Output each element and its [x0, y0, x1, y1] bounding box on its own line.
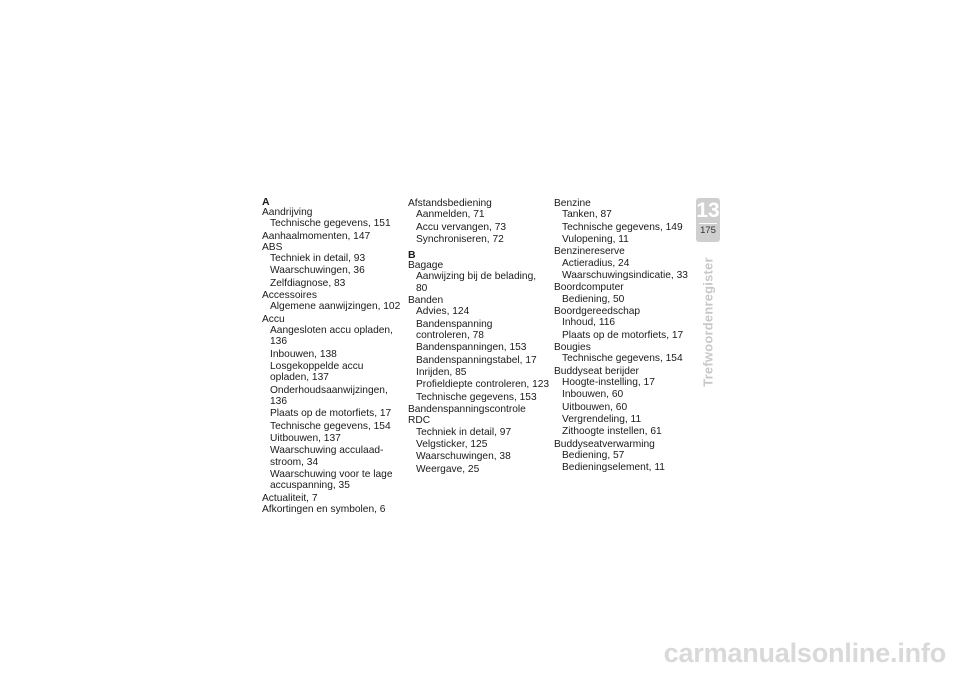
index-subentry: Weergave, 25 — [416, 463, 480, 475]
chapter-tab-divider — [699, 223, 717, 224]
index-subentry: Waarschuwingsindicatie, 33 — [562, 269, 688, 281]
index-letter-heading: B — [408, 249, 416, 262]
index-term: Benzine — [554, 198, 591, 209]
page-number: 175 — [700, 225, 716, 236]
index-subentry — [262, 361, 404, 383]
index-term: Boordgereedschap — [554, 305, 641, 317]
index-subentry: Hoogte-instelling, 17 — [562, 376, 655, 388]
index-subentry: Onderhoudsaanwijzingen, 136 — [270, 384, 388, 407]
index-column-3 — [554, 198, 696, 475]
chapter-number: 13 — [696, 199, 720, 222]
index-subentry-line: Waarschuwing voor te lage — [270, 468, 393, 480]
index-term: Bagage — [408, 260, 444, 272]
index-subentry: Aanmelden, 71 — [416, 209, 485, 221]
index-subentry: Plaats op de motorfiets, 17 — [270, 408, 392, 420]
index-subentry-line: controleren, 78 — [416, 329, 484, 341]
index-subentry: Actieradius, 24 — [562, 257, 630, 269]
index-subentry: Technische gegevens, 151 — [270, 218, 391, 230]
index-subentry: Profieldiepte controleren, 123 — [416, 379, 550, 391]
index-term: Accu — [262, 313, 285, 325]
index-term: Afkortingen en symbolen, 6 — [262, 503, 386, 515]
index-subentry: Technische gegevens, 149 — [562, 221, 683, 233]
index-subentry — [262, 469, 404, 491]
index-term: ABS — [262, 241, 283, 253]
index-subentry: Aangesloten accu opladen, 136 — [270, 324, 393, 348]
index-letter-heading: A — [262, 196, 270, 208]
index-subentry: Uitbouwen, 137 — [270, 432, 341, 444]
index-subentry-line: accuspanning, 35 — [270, 480, 350, 492]
index-term: Aandrijving — [262, 207, 313, 218]
index-subentry: Synchroniseren, 72 — [416, 233, 504, 245]
index-subentry: Tanken, 87 — [562, 209, 612, 221]
index-subentry: Inbouwen, 138 — [270, 348, 337, 360]
index-column-2 — [408, 198, 550, 476]
index-subentry: Technische gegevens, 154 — [270, 420, 391, 432]
index-term: Buddyseat berijder — [554, 365, 639, 377]
index-subentry: Zelfdiagnose, 83 — [270, 277, 346, 289]
index-subentry: Accu vervangen, 73 — [416, 221, 507, 233]
index-term: Aanhaalmomenten, 147 — [262, 230, 371, 242]
index-subentry: Techniek in detail, 93 — [270, 253, 366, 264]
index-term: Bandenspanningscontrole RDC — [408, 404, 526, 427]
index-term: Benzinereserve — [554, 246, 625, 258]
index-term: Buddyseatverwarming — [554, 438, 655, 450]
index-subentry-line: Losgekoppelde accu — [270, 360, 364, 372]
index-subentry: Bandenspanningstabel, 17 — [416, 354, 537, 366]
index-subentry: Zithoogte instellen, 61 — [562, 426, 662, 438]
index-term: Accessoires — [262, 290, 317, 302]
index-subentry-line: stroom, 34 — [270, 456, 319, 468]
index-subentry: Inrijden, 85 — [416, 366, 467, 378]
index-subentry: Waarschuwingen, 38 — [416, 451, 511, 463]
index-subentry: Waarschuwingen, 36 — [270, 265, 365, 277]
index-subentry: Advies, 124 — [416, 306, 470, 318]
index-term: Banden — [408, 294, 444, 306]
index-subentry: Vulopening, 11 — [562, 233, 629, 245]
chapter-side-label: Trefwoordenregister — [700, 257, 716, 387]
index-subentry: Algemene aanwijzingen, 102 — [270, 301, 401, 313]
index-subentry-line: opladen, 137 — [270, 372, 329, 384]
index-subentry: Inhoud, 116 — [562, 317, 616, 329]
side-label-container — [700, 257, 716, 387]
index-subentry: Bediening, 50 — [562, 293, 625, 305]
index-term: Afstandsbediening — [408, 198, 492, 209]
index-term: Actualiteit, 7 — [262, 492, 318, 504]
index-subentry: Aanwijzing bij de belading, 80 — [416, 271, 537, 294]
watermark: carmanualsonline.info — [663, 638, 946, 668]
index-subentry — [262, 445, 404, 467]
index-subentry: Uitbouwen, 60 — [562, 401, 628, 413]
index-subentry-line: Waarschuwing acculaad- — [270, 445, 384, 457]
index-subentry-line: Bandenspanning — [416, 318, 493, 330]
index-column-1 — [262, 198, 404, 515]
index-subentry: Plaats op de motorfiets, 17 — [562, 329, 684, 341]
index-subentry: Technische gegevens, 154 — [562, 353, 683, 365]
index-subentry: Velgsticker, 125 — [416, 438, 488, 450]
index-subentry: Vergrendeling, 11 — [562, 413, 642, 425]
chapter-tab — [696, 198, 720, 242]
index-term: Bougies — [554, 341, 591, 353]
index-subentry: Inbouwen, 60 — [562, 389, 624, 401]
index-term: Boordcomputer — [554, 282, 624, 294]
index-subentry — [408, 319, 550, 341]
index-subentry: Bediening, 57 — [562, 449, 625, 461]
index-subentry: Bandenspanningen, 153 — [416, 342, 527, 354]
index-subentry: Technische gegevens, 153 — [416, 391, 537, 403]
index-subentry: Techniek in detail, 97 — [416, 426, 512, 438]
index-subentry: Bedieningselement, 11 — [562, 462, 665, 474]
